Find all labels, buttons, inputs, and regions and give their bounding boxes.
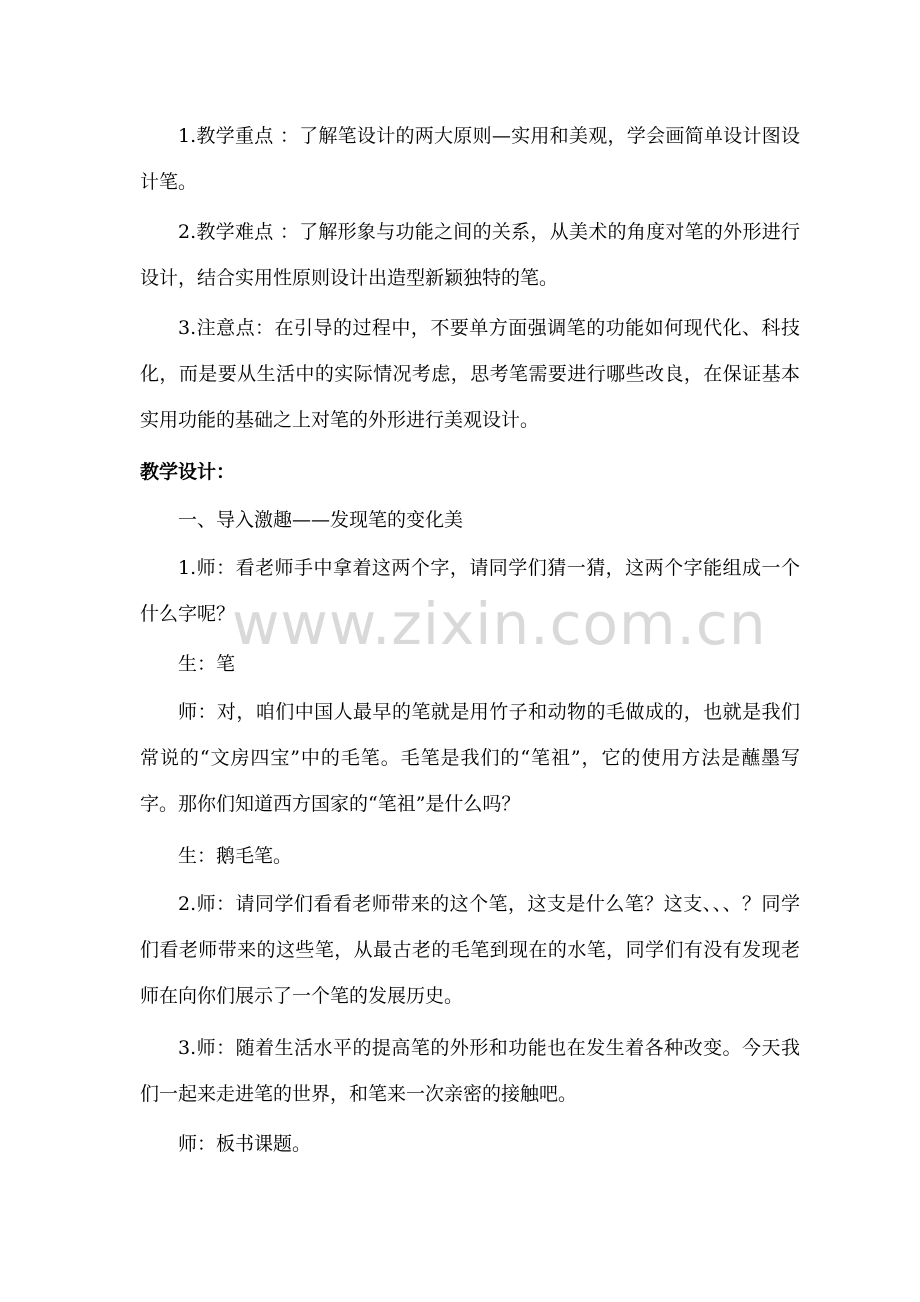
watermark-text: www.zixin.com.cn <box>232 590 767 658</box>
subheading-intro: 一、导入激趣——发现笔的变化美 <box>178 509 464 531</box>
paragraph-teacher-5: 师：板书课题。 <box>178 1133 312 1155</box>
paragraph-notes: 3.注意点：在引导的过程中，不要单方面强调笔的功能如何现代化、科技化，而是要从生活中的实际情况考虑，思考笔需要进行哪些改良，在保证基本实用功能的基础之上对笔的外形进行美观设计。 <box>140 317 800 431</box>
paragraph-student-2: 生：鹅毛笔。 <box>178 845 293 867</box>
paragraph-teacher-2: 师：对，咱们中国人最早的笔就是用竹子和动物的毛做成的，也就是我们常说的“文房四宝”中的毛笔。毛笔是我们的“笔祖”，它的使用方法是蘸墨写字。那你们知道西方国家的“笔祖”是什么吗？ <box>140 701 800 815</box>
paragraph-teaching-focus: 1.教学重点 ：了解笔设计的两大原则—实用和美观，学会画简单设计图设计笔。 <box>140 125 800 193</box>
paragraph-teacher-1: 1.师：看老师手中拿着这两个字，请同学们猜一猜，这两个字能组成一个什么字呢？ <box>140 557 800 625</box>
paragraph-teacher-3: 2.师：请同学们看看老师带来的这个笔，这支是什么笔？这支、、、？同学们看老师带来的这些笔，从最古老的毛笔到现在的水笔，同学们有没有发现老师在向你们展示了一个笔的发展历史。 <box>140 893 800 1007</box>
paragraph-teaching-difficulty: 2.教学难点 ：了解形象与功能之间的关系，从美术的角度对笔的外形进行设计，结合实用性原则设计出造型新颖独特的笔。 <box>140 221 800 289</box>
section-heading-teaching-design: 教学设计： <box>140 461 236 483</box>
paragraph-student-1: 生：笔 <box>178 653 236 675</box>
paragraph-teacher-4: 3.师：随着生活水平的提高笔的外形和功能也在发生着各种改变。今天我们一起来走进笔的世界，和笔来一次亲密的接触吧。 <box>140 1037 800 1105</box>
